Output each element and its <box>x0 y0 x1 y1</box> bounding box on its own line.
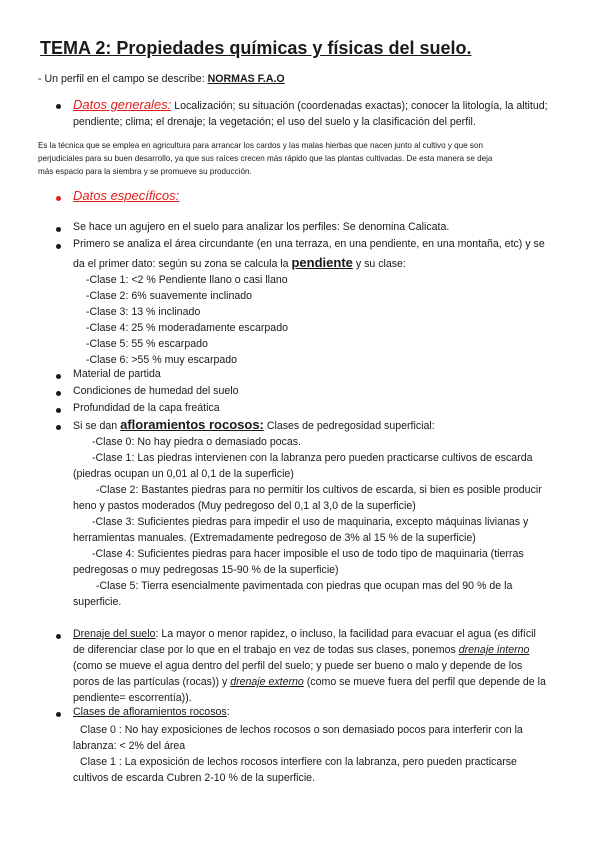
afloramiento-class: Clase 1 : La exposición de lechos rocosos interfiere con la labranza, pero pueden practicarse <box>80 756 517 768</box>
list-item: Profundidad de la capa freática <box>73 402 220 414</box>
bullet-icon <box>56 244 61 249</box>
pedregosidad-line: heno y pastos moderados (Muy pedregoso del 0,1 al 3,0 de la superficie) <box>73 500 416 512</box>
fao-standard: NORMAS F.A.O <box>207 73 285 85</box>
pedregosidad-line: -Clase 5: Tierra esencialmente pavimentada con piedras que ocupan mas del 90 % de la <box>96 580 513 592</box>
primero-line1: Primero se analiza el área circundante (en una terraza, en una pendiente, en una montaña, etc) y se <box>73 238 545 250</box>
list-item: Material de partida <box>73 368 161 380</box>
calicata-text: Se hace un agujero en el suelo para analizar los perfiles: Se denomina Calicata. <box>73 221 450 233</box>
pendiente-class: -Clase 5: 55 % escarpado <box>86 338 208 350</box>
pendiente-class: -Clase 4: 25 % moderadamente escarpado <box>86 322 288 334</box>
datos-generales-line2: pendiente; clima; el drenaje; la vegetación; el uso del suelo y la clasificación del perfil. <box>73 116 476 128</box>
pedregosidad-line: -Clase 2: Bastantes piedras para no permitir los cultivos de escarda, si bien es posible producir <box>96 484 542 496</box>
pedregosidad-line: -Clase 3: Suficientes piedras para impedir el uso de maquinaria, excepto máquinas livianas y <box>92 516 529 528</box>
clases-afloramientos-heading: Clases de afloramientos rocosos: <box>73 706 230 718</box>
page-title: TEMA 2: Propiedades químicas y físicas del suelo. <box>40 38 472 58</box>
pedregosidad-line: superficie. <box>73 596 122 608</box>
bullet-icon <box>56 425 61 430</box>
note-line: Es la técnica que se emplea en agricultura para arrancar los cardos y las malas hierbas que nacen junto al cultivo y que son <box>38 141 483 150</box>
pedregosidad-line: herramientas manuales. (Extremadamente pedregoso de 3% al 15 % de la superficie) <box>73 532 476 544</box>
drenaje-line3: (como se mueve el agua dentro del perfil del suelo; y puede ser bueno o malo y depende de los <box>73 660 523 672</box>
pedregosidad-line: -Clase 0: No hay piedra o demasiado pocas. <box>92 436 302 448</box>
pendiente-class: -Clase 3: 13 % inclinado <box>86 306 201 318</box>
pedregosidad-line: (piedras ocupan un 0,01 al 0,1 de la superficie) <box>73 468 294 480</box>
afloramiento-class: Clase 0 : No hay exposiciones de lechos rocosos o son demasiado pocos para interferir con la <box>80 724 523 736</box>
pendiente-keyword: pendiente <box>291 255 353 270</box>
intro-prefix: - Un perfil en el campo se describe: <box>38 73 208 85</box>
bullet-icon <box>56 712 61 717</box>
bullet-icon <box>56 374 61 379</box>
note-line: perjudiciales para su buen desarrollo, ya que sus raíces crecen más rápido que las plantas cultivadas. De esta manera se deja <box>38 154 493 163</box>
list-item: Condiciones de humedad del suelo <box>73 385 239 397</box>
bullet-icon <box>56 391 61 396</box>
bullet-icon <box>56 227 61 232</box>
afloramientos-line: Si se dan afloramientos rocosos: Clases de pedregosidad superficial: <box>73 417 435 432</box>
drenaje-line4: poros de las partículas (rocas)) y drenaje externo (como se mueve fuera del perfil que depende de la <box>73 676 546 688</box>
pedregosidad-line: pedregosas o muy pedregosas 15-90 % de la superficie) <box>73 564 339 576</box>
afloramientos-keyword: afloramientos rocosos: <box>120 417 264 432</box>
pendiente-class: -Clase 2: 6% suavemente inclinado <box>86 290 253 302</box>
pedregosidad-line: -Clase 4: Suficientes piedras para hacer imposible el uso de todo tipo de maquinaria (tierras <box>92 548 524 560</box>
drenaje-line2: de diferenciar clase por lo que en el trabajo en vez de todas sus clases, ponemos drenaje interno <box>73 644 530 656</box>
drenaje-line1: Drenaje del suelo: La mayor o menor rapidez, o incluso, la facilidad para evacuar el agua (es difícil <box>73 628 536 640</box>
afloramiento-class: labranza: < 2% del área <box>73 740 186 752</box>
drenaje-interno: drenaje interno <box>458 644 530 656</box>
bullet-icon <box>56 408 61 413</box>
afloramiento-class: cultivos de escarda Cubren 2-10 % de la superficie. <box>73 772 316 784</box>
intro-line <box>38 73 285 86</box>
note-line: más espacio para la siembra y se promueve su producción. <box>38 167 252 176</box>
datos-especificos-heading: Datos específicos: <box>73 188 180 203</box>
drenaje-term: Drenaje del suelo <box>73 628 156 640</box>
datos-generales-line1: Datos generales: Localización; su situación (coordenadas exactas); conocer la litología, la altitud; <box>73 97 548 112</box>
datos-generales-heading: Datos generales: <box>73 97 172 112</box>
primero-line2: da el primer dato: según su zona se calcula la pendiente y su clase: <box>73 255 406 270</box>
pedregosidad-line: -Clase 1: Las piedras intervienen con la labranza pero pueden practicarse cultivos de escarda <box>92 452 533 464</box>
pendiente-class: -Clase 1: <2 % Pendiente llano o casi llano <box>86 274 288 286</box>
bullet-icon <box>56 634 61 639</box>
bullet-icon <box>56 104 61 109</box>
pendiente-class: -Clase 6: >55 % muy escarpado <box>86 354 238 366</box>
drenaje-line5: pendiente= escorrentía)). <box>73 692 192 704</box>
bullet-icon <box>56 196 61 201</box>
drenaje-externo: drenaje externo <box>230 676 304 688</box>
